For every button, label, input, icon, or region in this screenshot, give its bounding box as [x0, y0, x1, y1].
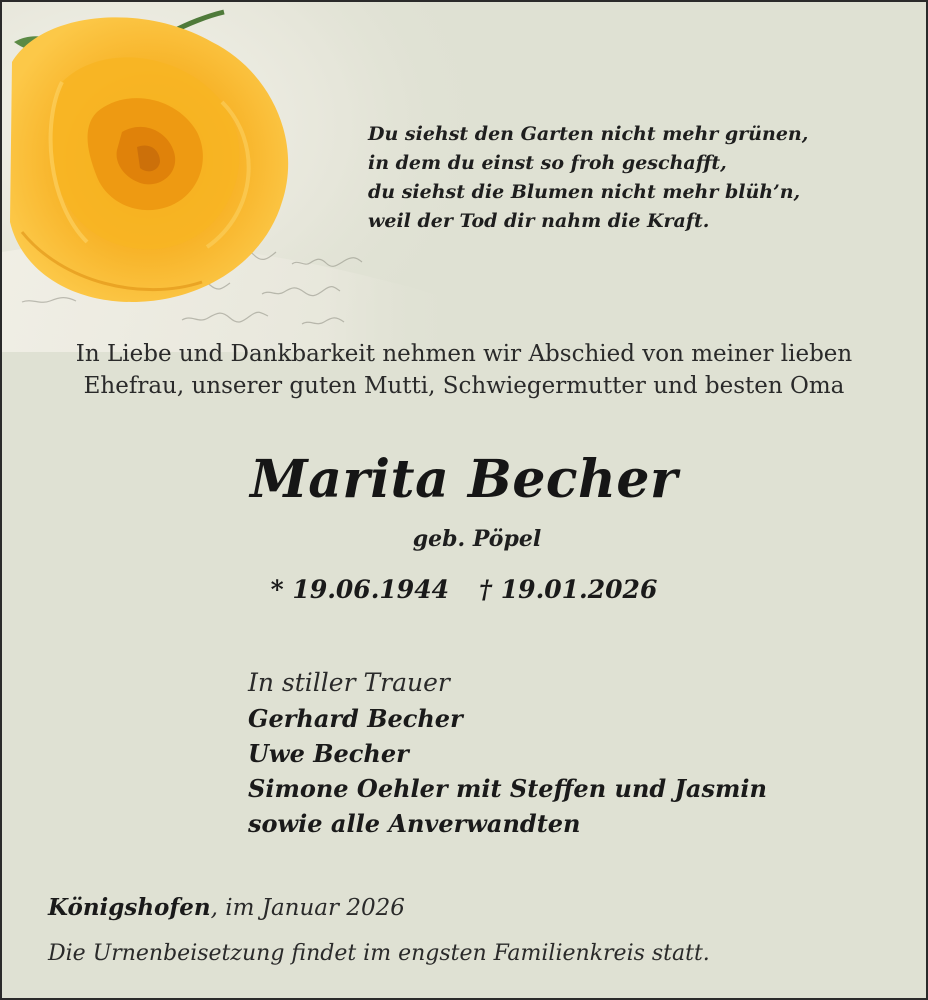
- maiden-name: geb. Pöpel: [412, 526, 542, 552]
- mourner-name: Uwe Becher: [248, 739, 409, 768]
- mourner-name: Gerhard Becher: [248, 704, 463, 733]
- poem-line: weil der Tod dir nahm die Kraft.: [368, 210, 710, 232]
- poem-line: Du siehst den Garten nicht mehr grünen,: [368, 123, 809, 145]
- place-and-date: [48, 891, 908, 925]
- intro-text: [2, 338, 926, 402]
- poem: [368, 120, 908, 236]
- death-date: † 19.01.2026: [479, 575, 658, 604]
- poem-line: du siehst die Blumen nicht mehr blüh’n,: [368, 181, 801, 203]
- intro-line: Ehefrau, unserer guten Mutti, Schwiegermutter und besten Oma: [83, 373, 845, 399]
- mourner-name: Simone Oehler mit Steffen und Jasmin: [248, 774, 767, 803]
- mourners-block: [248, 665, 908, 841]
- life-dates: [2, 572, 926, 608]
- deceased-name: Marita Becher: [250, 449, 678, 510]
- mourner-name: sowie alle Anverwandten: [248, 809, 581, 838]
- place-name: Königshofen: [48, 894, 211, 921]
- burial-note: Die Urnenbeisetzung findet im engsten Familienkreis statt.: [48, 941, 710, 966]
- place-date: , im Januar 2026: [210, 895, 405, 921]
- birth-date: * 19.06.1944: [270, 575, 449, 604]
- mourners-lead: In stiller Trauer: [248, 668, 450, 697]
- poem-line: in dem du einst so froh geschafft,: [368, 152, 727, 174]
- intro-line: In Liebe und Dankbarkeit nehmen wir Abschied von meiner lieben: [75, 341, 853, 367]
